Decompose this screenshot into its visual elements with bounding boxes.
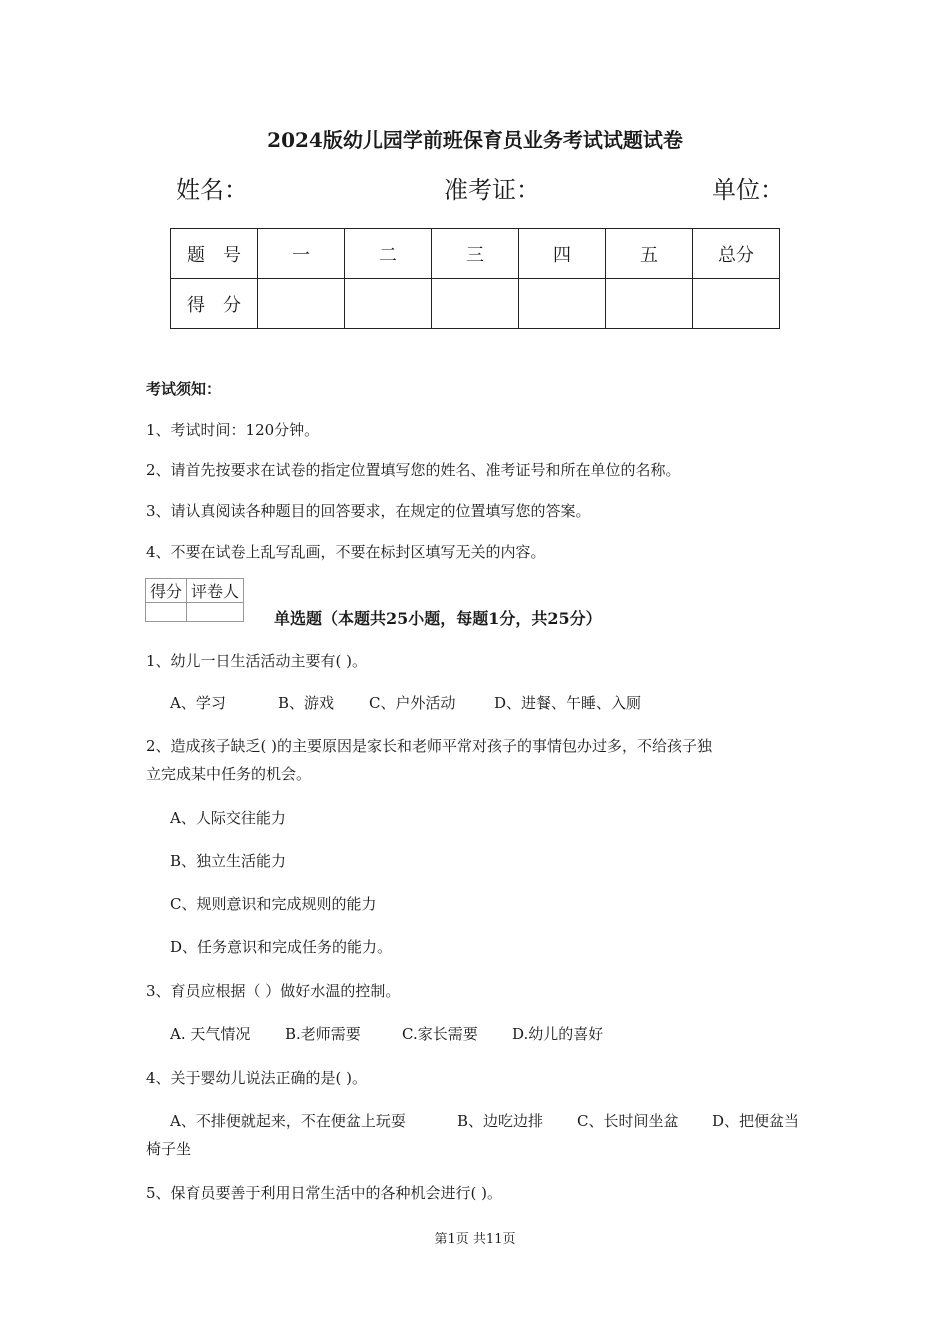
score-table-header-cell: 一 bbox=[258, 229, 345, 279]
name-field-label: 姓名： bbox=[176, 176, 248, 204]
score-cell bbox=[606, 279, 693, 329]
grader-reviewer-label: 评卷人 bbox=[187, 579, 244, 603]
score-table bbox=[170, 228, 780, 329]
option-d: D、把便盆当 bbox=[712, 1112, 800, 1130]
score-table-header-cell: 三 bbox=[432, 229, 519, 279]
score-table-score-row bbox=[171, 279, 780, 329]
question-4-options-cont: 椅子坐 bbox=[146, 1140, 192, 1158]
option-b: B、游戏 bbox=[278, 694, 335, 712]
grader-box bbox=[145, 578, 244, 622]
option-d: D、任务意识和完成任务的能力。 bbox=[170, 938, 393, 956]
score-cell bbox=[519, 279, 606, 329]
notice-heading: 考试须知： bbox=[146, 380, 222, 398]
page-title: 2024版幼儿园学前班保育员业务考试试题试卷 bbox=[267, 128, 683, 152]
score-cell bbox=[693, 279, 780, 329]
notice-item: 4、不要在试卷上乱写乱画，不要在标封区填写无关的内容。 bbox=[146, 543, 546, 561]
question-4-options bbox=[170, 1110, 799, 1131]
grader-reviewer-cell bbox=[187, 603, 244, 622]
notice-item: 2、请首先按要求在试卷的指定位置填写您的姓名、准考证号和所在单位的名称。 bbox=[146, 461, 681, 479]
question-3-options bbox=[170, 1023, 603, 1044]
option-c: C、户外活动 bbox=[369, 694, 456, 712]
score-table-row-label: 得 分 bbox=[171, 279, 258, 329]
question-1-options bbox=[170, 692, 641, 713]
option-c: C、长时间坐盆 bbox=[577, 1112, 679, 1130]
option-b: B、独立生活能力 bbox=[170, 852, 287, 870]
score-table-header-cell: 四 bbox=[519, 229, 606, 279]
section-title: 单选题（本题共25小题，每题1分，共25分） bbox=[274, 609, 602, 628]
notice-item: 1、考试时间：120分钟。 bbox=[146, 421, 320, 439]
score-cell bbox=[258, 279, 345, 329]
score-cell bbox=[345, 279, 432, 329]
option-b: B、边吃边排 bbox=[457, 1112, 544, 1130]
question-2-text-cont: 立完成某中任务的机会。 bbox=[146, 765, 312, 783]
question-2-text: 2、造成孩子缺乏( )的主要原因是家长和老师平常对孩子的事情包办过多，不给孩子独 bbox=[146, 737, 713, 755]
exam-id-field-label: 准考证： bbox=[444, 176, 540, 204]
score-table-header-cell: 总分 bbox=[693, 229, 780, 279]
score-table-header-cell: 题 号 bbox=[171, 229, 258, 279]
score-table-header-cell: 五 bbox=[606, 229, 693, 279]
notice-item: 3、请认真阅读各种题目的回答要求，在规定的位置填写您的答案。 bbox=[146, 502, 591, 520]
option-c: C、规则意识和完成规则的能力 bbox=[170, 895, 377, 913]
question-3-text: 3、育员应根据（ ）做好水温的控制。 bbox=[146, 982, 401, 1000]
option-d: D.幼儿的喜好 bbox=[512, 1025, 604, 1043]
score-cell bbox=[432, 279, 519, 329]
page-footer: 第1页 共11页 bbox=[434, 1232, 516, 1247]
option-d: D、进餐、午睡、入厕 bbox=[494, 694, 642, 712]
option-a: A、不排便就起来，不在便盆上玩耍 bbox=[170, 1112, 406, 1130]
unit-field-label: 单位： bbox=[712, 176, 784, 204]
option-a: A、人际交往能力 bbox=[170, 809, 286, 827]
score-table-header-row bbox=[171, 229, 780, 279]
option-a: A. 天气情况 bbox=[170, 1025, 251, 1043]
question-1-text: 1、幼儿一日生活活动主要有( )。 bbox=[146, 652, 368, 670]
question-5-text: 5、保育员要善于利用日常生活中的各种机会进行( )。 bbox=[146, 1184, 503, 1202]
grader-score-label: 得分 bbox=[146, 579, 187, 603]
question-4-text: 4、关于婴幼儿说法正确的是( )。 bbox=[146, 1069, 368, 1087]
option-a: A、学习 bbox=[170, 694, 226, 712]
option-b: B.老师需要 bbox=[285, 1025, 361, 1043]
option-c: C.家长需要 bbox=[402, 1025, 478, 1043]
grader-score-cell bbox=[146, 603, 187, 622]
score-table-header-cell: 二 bbox=[345, 229, 432, 279]
